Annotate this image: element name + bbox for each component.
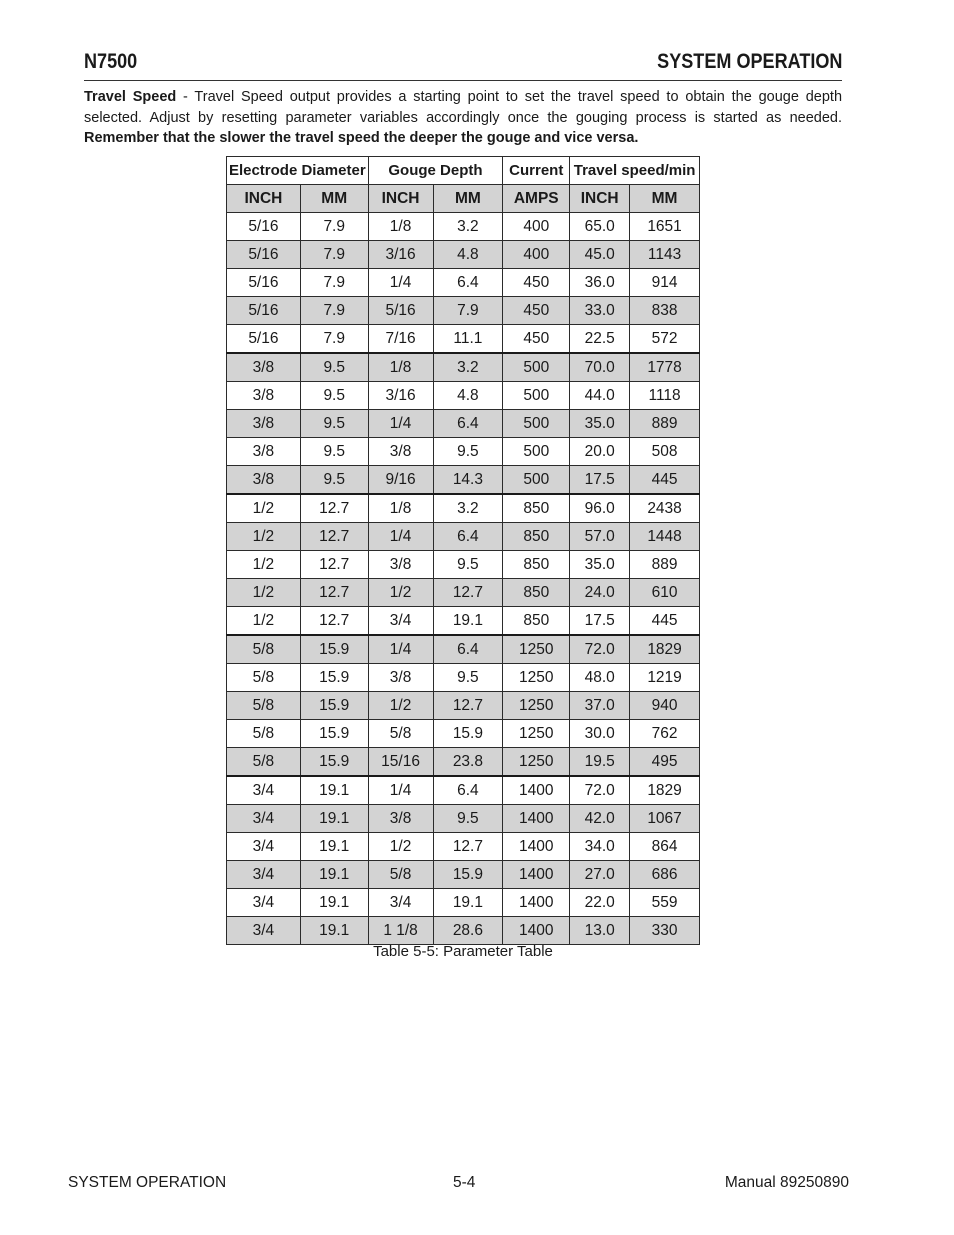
table-cell: 495 [630,748,700,777]
table-cell: 572 [630,325,700,354]
table-cell: 5/16 [227,325,301,354]
table-cell: 19.1 [300,917,368,945]
table-cell: 1651 [630,213,700,241]
intro-emphasis: Remember that the slower the travel speed the deeper the gouge and vice versa. [84,130,639,146]
table-cell: 12.7 [300,494,368,523]
table-cell: 445 [630,466,700,495]
table-cell: 96.0 [570,494,630,523]
table-cell: 6.4 [433,410,503,438]
travel-speed-header: Travel speed/min [570,157,700,185]
table-cell: 850 [503,551,570,579]
product-title: N7500 [84,50,138,73]
table-row [227,833,700,861]
unit-header: INCH [368,185,433,213]
electrode-diameter-header: Electrode Diameter [227,157,369,185]
table-row [227,410,700,438]
table-cell: 7.9 [433,297,503,325]
table-cell: 17.5 [570,466,630,495]
table-cell: 19.1 [300,776,368,805]
table-cell: 65.0 [570,213,630,241]
table-cell: 3/4 [227,833,301,861]
table-cell: 3/16 [368,382,433,410]
table-cell: 450 [503,325,570,354]
table-cell: 9.5 [300,410,368,438]
table-cell: 914 [630,269,700,297]
footer-section: SYSTEM OPERATION [68,1174,227,1191]
table-cell: 1/2 [227,551,301,579]
table-cell: 5/8 [227,635,301,664]
table-cell: 610 [630,579,700,607]
table-cell: 19.5 [570,748,630,777]
table-cell: 3/8 [368,551,433,579]
table-cell: 36.0 [570,269,630,297]
table-cell: 19.1 [300,861,368,889]
table-cell: 1/4 [368,776,433,805]
table-cell: 1448 [630,523,700,551]
table-cell: 1/2 [368,692,433,720]
table-cell: 9.5 [433,551,503,579]
table-cell: 7.9 [300,325,368,354]
table-cell: 1219 [630,664,700,692]
table-cell: 15.9 [300,664,368,692]
table-row [227,269,700,297]
table-cell: 1/8 [368,494,433,523]
table-row [227,241,700,269]
table-row [227,297,700,325]
table-cell: 9.5 [300,438,368,466]
unit-header: MM [630,185,700,213]
table-row [227,494,700,523]
table-cell: 450 [503,269,570,297]
table-cell: 5/8 [227,692,301,720]
table-cell: 9.5 [300,382,368,410]
table-cell: 7.9 [300,213,368,241]
table-cell: 850 [503,579,570,607]
intro-text: - Travel Speed output provides a starting point to set the travel speed to obtain the gouge depth selected. Adjust by resetting parameter variables accordingly once the gouging process is started as needed. [84,89,843,126]
table-cell: 1/2 [227,579,301,607]
table-cell: 1400 [503,805,570,833]
table-cell: 3/8 [368,438,433,466]
table-cell: 889 [630,410,700,438]
table-cell: 9.5 [433,438,503,466]
table-cell: 7/16 [368,325,433,354]
table-cell: 35.0 [570,551,630,579]
table-cell: 20.0 [570,438,630,466]
table-cell: 5/16 [227,241,301,269]
footer-manual-number: Manual 89250890 [724,1174,849,1191]
table-cell: 7.9 [300,241,368,269]
table-cell: 19.1 [300,833,368,861]
table-cell: 3/4 [227,776,301,805]
table-cell: 889 [630,551,700,579]
table-cell: 2438 [630,494,700,523]
table-cell: 6.4 [433,523,503,551]
table-cell: 19.1 [433,607,503,636]
table-cell: 1118 [630,382,700,410]
table-cell: 15.9 [300,720,368,748]
table-cell: 72.0 [570,635,630,664]
table-cell: 5/8 [227,720,301,748]
table-cell: 12.7 [300,607,368,636]
table-cell: 3/16 [368,241,433,269]
table-cell: 1/8 [368,353,433,382]
table-cell: 850 [503,607,570,636]
table-row [227,720,700,748]
table-cell: 15.9 [300,748,368,777]
table-cell: 9/16 [368,466,433,495]
table-cell: 1/4 [368,269,433,297]
table-cell: 3/8 [227,466,301,495]
table-cell: 1067 [630,805,700,833]
table-cell: 15/16 [368,748,433,777]
table-cell: 3/8 [368,664,433,692]
parameter-table [226,156,700,945]
table-cell: 500 [503,410,570,438]
table-cell: 1400 [503,861,570,889]
table-cell: 3/4 [368,889,433,917]
table-cell: 1400 [503,776,570,805]
table-cell: 37.0 [570,692,630,720]
table-cell: 4.8 [433,382,503,410]
table-cell: 19.1 [300,805,368,833]
table-cell: 1250 [503,720,570,748]
table-cell: 12.7 [433,579,503,607]
table-cell: 3/4 [368,607,433,636]
table-cell: 3/8 [227,353,301,382]
table-cell: 19.1 [300,889,368,917]
unit-header: MM [300,185,368,213]
table-cell: 1/2 [227,523,301,551]
table-cell: 7.9 [300,297,368,325]
unit-header-row [227,185,700,213]
table-cell: 5/16 [227,213,301,241]
intro-paragraph [84,87,842,149]
table-cell: 6.4 [433,635,503,664]
table-cell: 44.0 [570,382,630,410]
table-row [227,861,700,889]
table-row [227,382,700,410]
table-cell: 3/4 [227,917,301,945]
table-cell: 1400 [503,833,570,861]
table-cell: 34.0 [570,833,630,861]
table-cell: 1778 [630,353,700,382]
table-cell: 1250 [503,748,570,777]
table-cell: 19.1 [433,889,503,917]
table-cell: 45.0 [570,241,630,269]
table-cell: 1829 [630,635,700,664]
table-cell: 1 1/8 [368,917,433,945]
table-cell: 3/8 [227,382,301,410]
table-body [227,213,700,945]
table-cell: 5/8 [368,720,433,748]
table-cell: 5/16 [227,269,301,297]
table-cell: 5/16 [227,297,301,325]
table-cell: 500 [503,353,570,382]
table-cell: 1/2 [227,607,301,636]
table-row [227,635,700,664]
table-row [227,551,700,579]
table-row [227,776,700,805]
table-cell: 15.9 [300,635,368,664]
table-cell: 3/4 [227,805,301,833]
table-cell: 42.0 [570,805,630,833]
table-cell: 12.7 [300,579,368,607]
group-header-row [227,157,700,185]
table-cell: 3/8 [227,410,301,438]
table-cell: 1400 [503,889,570,917]
table-cell: 1/8 [368,213,433,241]
table-cell: 57.0 [570,523,630,551]
table-cell: 12.7 [433,833,503,861]
table-cell: 3.2 [433,213,503,241]
intro-term: Travel Speed [84,89,177,105]
table-row [227,466,700,495]
table-cell: 5/16 [368,297,433,325]
table-cell: 27.0 [570,861,630,889]
table-cell: 1829 [630,776,700,805]
table-cell: 1/2 [368,833,433,861]
table-cell: 12.7 [300,551,368,579]
table-caption: Table 5-5: Parameter Table [373,943,553,960]
table-cell: 1/4 [368,523,433,551]
table-cell: 850 [503,523,570,551]
table-cell: 1250 [503,692,570,720]
table-cell: 500 [503,382,570,410]
table-cell: 22.0 [570,889,630,917]
table-row [227,607,700,636]
table-cell: 22.5 [570,325,630,354]
table-row [227,805,700,833]
table-cell: 3/4 [227,861,301,889]
unit-header: INCH [570,185,630,213]
table-cell: 400 [503,241,570,269]
table-cell: 940 [630,692,700,720]
table-cell: 15.9 [433,720,503,748]
table-cell: 1250 [503,635,570,664]
table-cell: 11.1 [433,325,503,354]
table-cell: 15.9 [433,861,503,889]
table-cell: 15.9 [300,692,368,720]
table-cell: 3.2 [433,353,503,382]
table-cell: 12.7 [300,523,368,551]
table-cell: 72.0 [570,776,630,805]
table-cell: 17.5 [570,607,630,636]
table-cell: 3/4 [227,889,301,917]
table-cell: 850 [503,494,570,523]
table-cell: 6.4 [433,776,503,805]
table-cell: 24.0 [570,579,630,607]
table-cell: 686 [630,861,700,889]
table-cell: 5/8 [368,861,433,889]
current-header: Current [503,157,570,185]
table-cell: 330 [630,917,700,945]
gouge-depth-header: Gouge Depth [368,157,503,185]
table-cell: 4.8 [433,241,503,269]
table-cell: 1250 [503,664,570,692]
table-cell: 9.5 [300,466,368,495]
table-cell: 12.7 [433,692,503,720]
section-title: SYSTEM OPERATION [656,50,842,73]
table-row [227,692,700,720]
table-cell: 445 [630,607,700,636]
table-cell: 70.0 [570,353,630,382]
unit-header: MM [433,185,503,213]
table-cell: 30.0 [570,720,630,748]
table-row [227,664,700,692]
table-cell: 5/8 [227,748,301,777]
table-cell: 762 [630,720,700,748]
table-cell: 508 [630,438,700,466]
table-cell: 13.0 [570,917,630,945]
table-cell: 1/2 [368,579,433,607]
table-cell: 838 [630,297,700,325]
table-cell: 5/8 [227,664,301,692]
table-cell: 1400 [503,917,570,945]
table-cell: 400 [503,213,570,241]
table-cell: 450 [503,297,570,325]
table-cell: 1143 [630,241,700,269]
table-cell: 14.3 [433,466,503,495]
table-row [227,748,700,777]
table-cell: 559 [630,889,700,917]
unit-header: AMPS [503,185,570,213]
table-cell: 500 [503,438,570,466]
table-row [227,325,700,354]
table-row [227,889,700,917]
footer-page-number: 5-4 [453,1174,476,1191]
page-header [84,50,842,81]
table-cell: 1/2 [227,494,301,523]
table-cell: 28.6 [433,917,503,945]
unit-header: INCH [227,185,301,213]
table-cell: 1/4 [368,410,433,438]
table-cell: 23.8 [433,748,503,777]
table-cell: 6.4 [433,269,503,297]
table-cell: 9.5 [433,664,503,692]
table-cell: 9.5 [300,353,368,382]
table-row [227,523,700,551]
table-cell: 1/4 [368,635,433,664]
table-cell: 500 [503,466,570,495]
table-cell: 9.5 [433,805,503,833]
table-cell: 3.2 [433,494,503,523]
table-row [227,213,700,241]
table-cell: 35.0 [570,410,630,438]
table-cell: 3/8 [368,805,433,833]
table-row [227,438,700,466]
table-cell: 33.0 [570,297,630,325]
table-row [227,353,700,382]
table-cell: 7.9 [300,269,368,297]
table-cell: 48.0 [570,664,630,692]
table-cell: 3/8 [227,438,301,466]
table-row [227,579,700,607]
table-row [227,917,700,945]
table-cell: 864 [630,833,700,861]
